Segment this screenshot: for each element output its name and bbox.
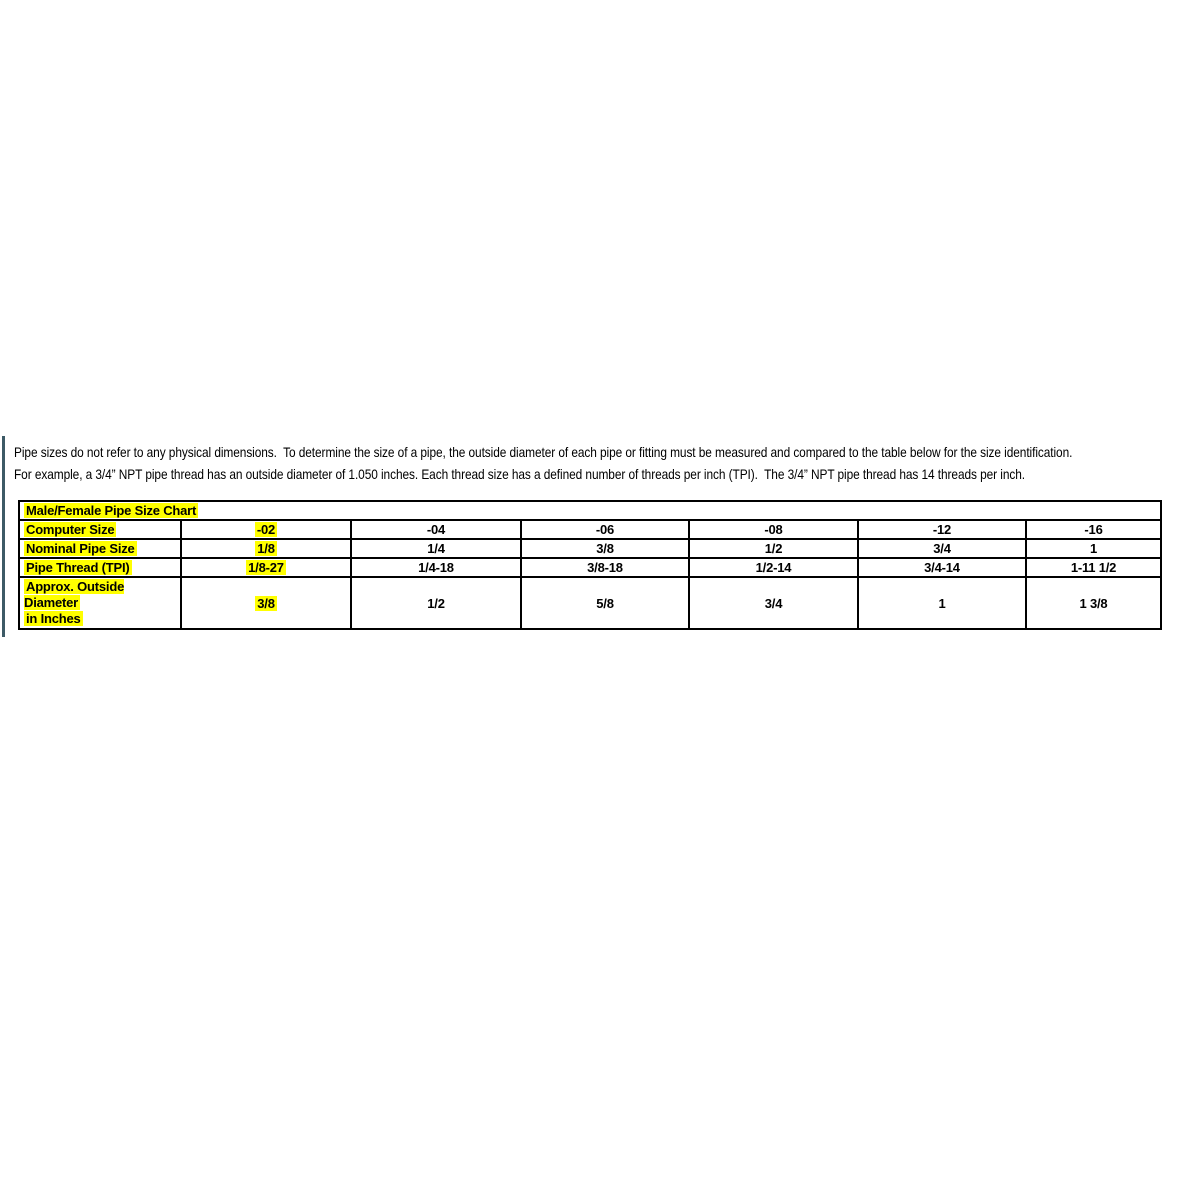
table-cell: 3/4-14: [858, 558, 1026, 577]
row-label-text: [24, 578, 180, 628]
highlighted-value: -02: [256, 522, 276, 537]
table-cell: -04: [351, 520, 521, 539]
table-cell: [181, 577, 351, 629]
highlighted-value: 3/8: [257, 595, 275, 611]
table-cell: 1 3/8: [1026, 577, 1161, 629]
table-cell: 1/2-14: [689, 558, 858, 577]
row-approx-outside-diameter: [19, 577, 1161, 629]
table-cell: 1: [1026, 539, 1161, 558]
left-accent-line: [2, 436, 5, 637]
table-cell: 5/8: [521, 577, 689, 629]
intro-paragraph: [14, 441, 1200, 485]
highlighted-value: 1/8-27: [248, 560, 284, 575]
row-label-computer-size: [19, 520, 181, 539]
table-cell: 1-11 1/2: [1026, 558, 1161, 577]
table-cell: 3/4: [689, 577, 858, 629]
row-label-text: Nominal Pipe Size: [26, 541, 135, 556]
pipe-size-table: [18, 500, 1162, 630]
row-label-pipe-thread-tpi: [19, 558, 181, 577]
row-pipe-thread-tpi: [19, 558, 1161, 577]
table-cell: 3/8: [521, 539, 689, 558]
paragraph-line-2: For example, a 3/4” NPT pipe thread has an outside diameter of 1.050 inches. Each thread size has a defined number of threads per inch (TPI). The 3/4” NPT pipe thread has 14 threads per inch.: [14, 466, 1025, 482]
table-cell: -06: [521, 520, 689, 539]
table-cell: [181, 558, 351, 577]
highlighted-value: 1/8: [257, 541, 275, 556]
row-label-text: Computer Size: [26, 522, 115, 537]
table-cell: [181, 520, 351, 539]
row-label-nominal-pipe-size: [19, 539, 181, 558]
table-cell: [181, 539, 351, 558]
paragraph-line-1: Pipe sizes do not refer to any physical dimensions. To determine the size of a pipe, the outside diameter of each pipe or fitting must be measured and compared to the table below for the size identification.: [14, 444, 1073, 460]
row-label-line-2: in Inches: [26, 611, 81, 626]
table-cell: 1/2: [351, 577, 521, 629]
table-cell: 1: [858, 577, 1026, 629]
row-label-text: Pipe Thread (TPI): [26, 560, 130, 575]
table-title-cell: [19, 501, 1161, 520]
row-label-line-1: Approx. Outside Diameter: [24, 579, 125, 610]
table-cell: 1/2: [689, 539, 858, 558]
table-cell: -12: [858, 520, 1026, 539]
row-nominal-pipe-size: [19, 539, 1161, 558]
row-computer-size: [19, 520, 1161, 539]
table-cell: 1/4: [351, 539, 521, 558]
row-label-approx-outside-diameter: [19, 577, 181, 629]
table-cell: -16: [1026, 520, 1161, 539]
table-cell: -08: [689, 520, 858, 539]
table-title: Male/Female Pipe Size Chart: [26, 503, 197, 518]
table-cell: 3/4: [858, 539, 1026, 558]
table-cell: 1/4-18: [351, 558, 521, 577]
table-title-row: [19, 501, 1161, 520]
table-cell: 3/8-18: [521, 558, 689, 577]
